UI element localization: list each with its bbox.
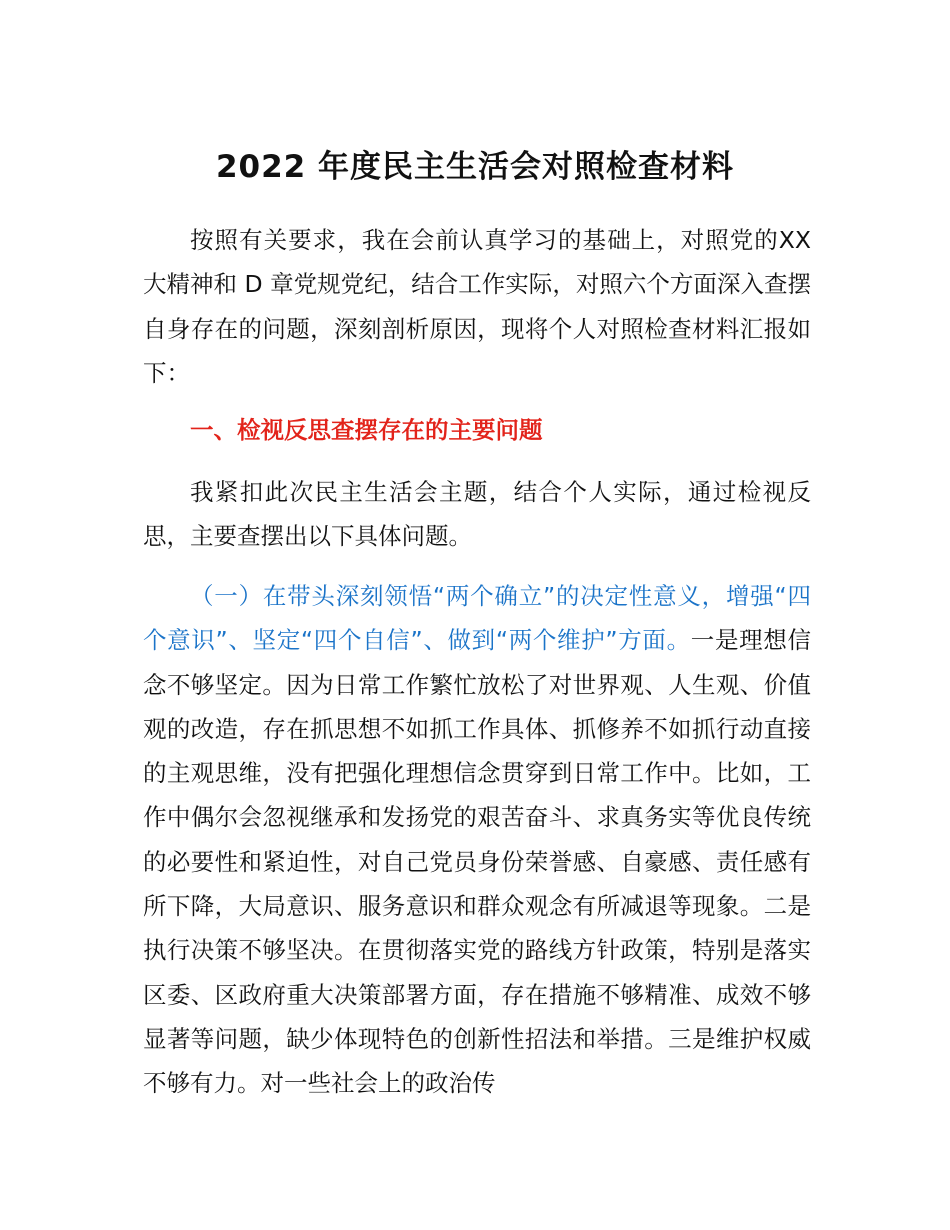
intro-paragraph: 按照有关要求，我在会前认真学习的基础上，对照党的XX 大精神和 D 章党规党纪，结合工作实际，对照六个方面深入查摆自身存在的问题，深刻剖析原因，现将个人对照检查材料汇报如下：	[143, 226, 811, 387]
subsection-body: 一是理想信念不够坚定。因为日常工作繁忙放松了对世界观、人生观、价值观的改造，存在抓思想不如抓工作具体、抓修养不如抓行动直接的主观思维，没有把强化理想信念贯穿到日常工作中。比如，工作中偶尔会忽视继承和发扬党的艰苦奋斗、求真务实等优良传统的必要性和紧迫性，对自己党员身份荣誉感、自豪感、责任感有所下降，大局意识、服务意识和群众观念有所减退等现象。二是执行决策不够坚决。在贯彻落实党的路线方针政策，特别是落实区委、区政府重大决策部署方面，存在措施不够精准、成效不够显著等问题，缺少体现特色的创新性招法和举措。三是维护权威不够有力。对一些社会上的政治传	[143, 626, 812, 1098]
subsection-heading: （一）在带头深刻领悟“两个确立”的决定性意义，增强“四个意识”、坚定“四个自信”、做到“两个维护”方面。	[143, 582, 811, 655]
subsection-paragraph	[143, 574, 811, 1106]
document-title: 2022 年度民主生活会对照检查材料	[215, 149, 735, 185]
section-intro-paragraph: 我紧扣此次民主生活会主题，结合个人实际，通过检视反思，主要查摆出以下具体问题。	[143, 478, 811, 551]
section-heading: 一、检视反思查摆存在的主要问题	[190, 416, 543, 444]
